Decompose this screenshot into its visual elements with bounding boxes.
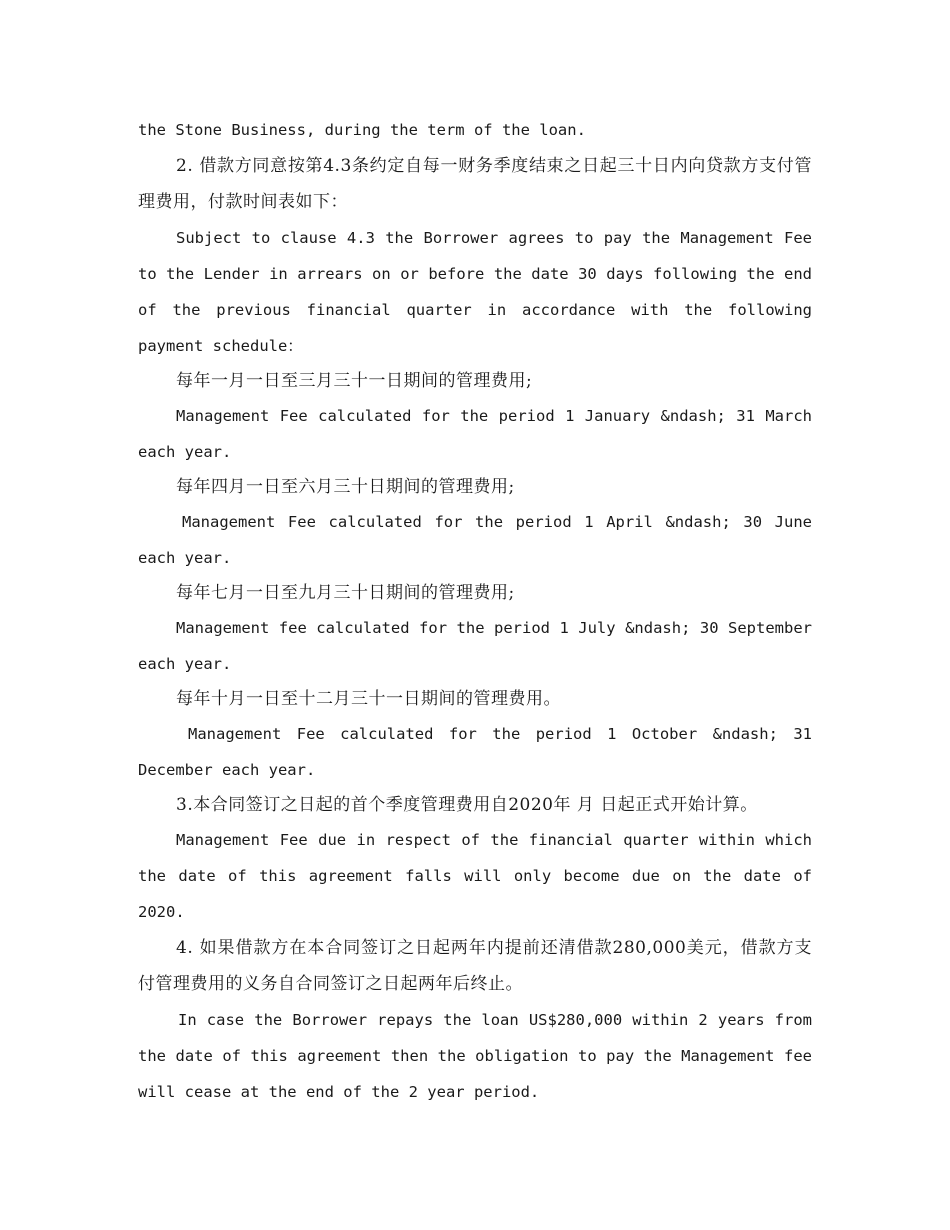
clause-3-english: Management Fee due in respect of the financial quarter within which the date of this agreement falls will only become due on the date of 2020. <box>138 831 812 921</box>
clause-2-english: Subject to clause 4.3 the Borrower agrees to pay the Management Fee to the Lender in arrears on or before the date 30 days following the end of the previous financial quarter in accordance with the following payment schedule： <box>138 229 812 355</box>
paragraph-continuation: the Stone Business, during the term of the loan. <box>138 121 586 139</box>
clause-3-chinese: 3.本合同签订之日起的首个季度管理费用自2020年 月 日起正式开始计算。 <box>176 795 758 815</box>
clause-4-chinese: 4. 如果借款方在本合同签订之日起两年内提前还清借款280,000美元，借款方支付管理费用的义务自合同签订之日起两年后终止。 <box>138 938 812 994</box>
schedule-q1-english: Management Fee calculated for the period 1 January &ndash; 31 March each year. <box>138 407 812 461</box>
schedule-q4-chinese: 每年十月一日至十二月三十一日期间的管理费用。 <box>176 689 561 709</box>
schedule-q1-chinese: 每年一月一日至三月三十一日期间的管理费用; <box>176 371 533 391</box>
document-page <box>138 112 812 1110</box>
clause-4-english: In case the Borrower repays the loan US$280,000 within 2 years from the date of this agreement then the obligation to pay the Management fee will cease at the end of the 2 year period. <box>138 1011 812 1101</box>
schedule-q2-english: Management Fee calculated for the period 1 April &ndash; 30 June each year. <box>138 513 812 567</box>
schedule-q4-english: Management Fee calculated for the period 1 October &ndash; 31 December each year. <box>138 725 812 779</box>
schedule-q2-chinese: 每年四月一日至六月三十日期间的管理费用; <box>176 477 515 497</box>
schedule-q3-english: Management fee calculated for the period 1 July &ndash; 30 September each year. <box>138 619 812 673</box>
schedule-q3-chinese: 每年七月一日至九月三十日期间的管理费用; <box>176 583 515 603</box>
clause-2-chinese: 2. 借款方同意按第4.3条约定自每一财务季度结束之日起三十日内向贷款方支付管理费用，付款时间表如下： <box>138 156 812 212</box>
